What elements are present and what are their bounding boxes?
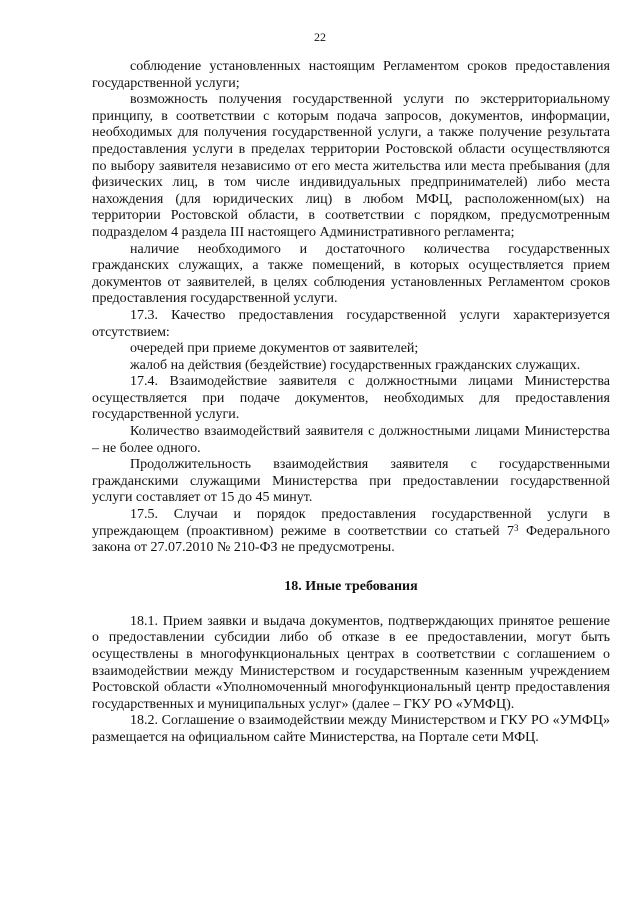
paragraph-17-5 [92,507,610,557]
document-body [92,59,610,747]
paragraph-18-2: 18.2. Соглашение о взаимодействии между Министерством и ГКУ РО «УМФЦ» размещается на официальном сайте Министерства, на Портале сети МФЦ. [92,713,610,745]
paragraph-no-complaints: жалоб на действия (бездействие) государственных гражданских служащих. [130,357,581,373]
paragraph-no-queues: очередей при приеме документов от заявителей; [130,341,419,357]
paragraph-17-5-text: 17.5. Случаи и порядок предоставления государственной услуги в упреждающем (проактивном) режиме в соответствии со статьей 7 [92,507,610,539]
paragraph-interaction-duration: Продолжительность взаимодействия заявителя с государственными гражданскими служащими Министерства при предоставлении государственной услуги составляет от 15 до 45 минут. [92,457,610,506]
paragraph-18-1: 18.1. Прием заявки и выдача документов, подтверждающих принятое решение о предоставлении субсидии либо об отказе в ее предоставлении, могут быть осуществлены в многофункциональных центрах в соответствии с соглашением о взаимодействии между Министерством и государственным казенным учреждением Ростовской области «Уполномоченный многофункциональный центр предоставления государственных и муниципальных услуг» (далее – ГКУ РО «УМФЦ). [92,613,610,712]
section-heading: 18. Иные требования [284,578,418,594]
paragraph-17-4: 17.4. Взаимодействие заявителя с должностными лицами Министерства осуществляется при подаче документов, необходимых для предоставления государственной услуги. [92,374,610,423]
article-superscript: 3 [514,522,519,533]
paragraph-staff-availability: наличие необходимого и достаточного количества государственных гражданских служащих, а также помещений, в которых осуществляется прием документов от заявителей, в целях соблюдения установленных Регламентом сроков предоставления государственной услуги. [92,241,610,307]
paragraph-17-3: 17.3. Качество предоставления государственной услуги характеризуется отсутствием: [92,307,610,340]
paragraph-compliance-deadlines: соблюдение установленных настоящим Регламентом сроков предоставления государственной услуги; [92,59,610,91]
page-number: 22 [314,30,326,44]
paragraph-extraterritorial-principle: возможность получения государственной услуги по экстерриториальному принципу, в соответствии с которым подача запросов, документов, информации, необходимых для получения государственной услуги, а также получение результата предоставления услуги в пределах территории Ростовской области осуществляются по выбору заявителя независимо от его места жительства или места пребывания (для физических лиц, в том числе индивидуальных предпринимателей) либо места нахождения (для юридических лиц) в любом МФЦ, расположенном(ых) на территории Ростовской области, в соответствии с порядком, предусмотренным подразделом 4 раздела III настоящего Административного регламента; [92,92,610,240]
paragraph-17-5-text-end: Федерального закона от 27.07.2010 № 210-ФЗ не предусмотрены. [92,523,610,556]
paragraph-interaction-count: Количество взаимодействий заявителя с должностными лицами Министерства – не более одного. [92,424,610,456]
